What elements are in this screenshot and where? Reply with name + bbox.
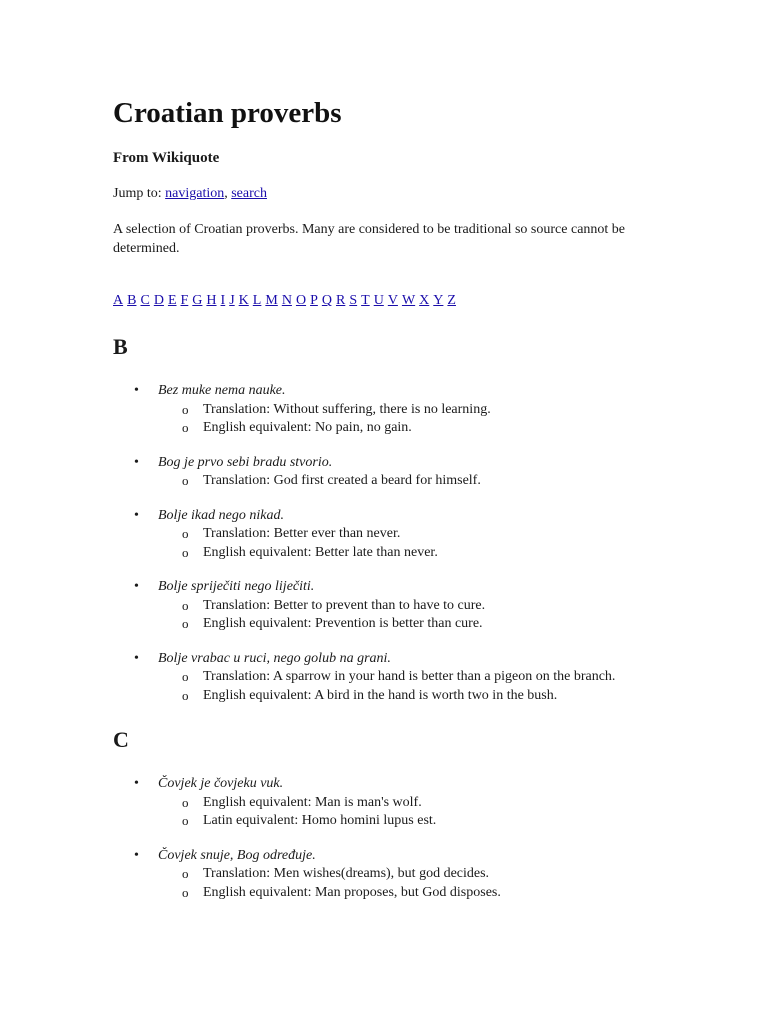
proverb-details [158,794,673,831]
detail-text: Translation: Without suffering, there is no learning. [203,401,491,417]
bullet-icon: • [134,776,139,791]
circle-bullet-icon: o [182,616,189,631]
proverb-detail [158,668,673,687]
alphabet-link-e[interactable]: E [167,293,177,308]
detail-text: Translation: Better to prevent than to have to cure. [203,597,486,613]
alphabet-link-r[interactable]: R [335,293,346,308]
proverb-detail [158,544,673,563]
section-heading-c: C [113,727,129,752]
alphabet-link-n[interactable]: N [281,293,292,308]
detail-text: Translation: A sparrow in your hand is better than a pigeon on the branch. [203,669,616,684]
bullet-icon: • [134,579,139,594]
alphabet-link-m[interactable]: M [265,293,278,308]
proverb-item [113,775,673,831]
proverb-detail [158,812,673,831]
proverb-detail [158,401,673,420]
proverb-details [158,668,673,705]
proverb-item [113,578,673,634]
proverb-text: Bolje vrabac u ruci, nego golub na grani. [158,650,391,666]
proverb-detail [158,597,673,616]
circle-bullet-icon: o [182,420,189,435]
alphabet-link-y[interactable]: Y [433,293,444,308]
alphabet-link-s[interactable]: S [349,293,358,308]
bullet-icon: • [134,650,139,666]
search-link[interactable]: search [231,186,267,201]
alphabet-link-c[interactable]: C [140,293,150,308]
proverb-detail [158,865,673,884]
circle-bullet-icon: o [182,794,189,810]
alphabet-link-f[interactable]: F [180,293,189,308]
jump-to-label: Jump to: [113,186,166,201]
article [113,96,673,902]
alphabet-link-d[interactable]: D [153,293,164,308]
detail-text: Translation: Better ever than never. [203,526,401,541]
circle-bullet-icon: o [182,401,189,417]
circle-bullet-icon: o [182,526,189,541]
proverb-item [113,650,673,706]
bullet-icon: • [134,847,139,863]
intro-paragraph: A selection of Croatian proverbs. Many are considered to be traditional so source cannot be determined. [113,222,626,256]
proverb-text: Bolje spriječiti nego liječiti. [158,579,315,594]
alphabet-link-w[interactable]: W [401,293,416,308]
proverb-details [158,865,673,902]
alphabet-link-q[interactable]: Q [321,293,332,308]
proverb-detail [158,419,673,438]
alphabet-link-x[interactable]: X [419,293,430,308]
detail-text: English equivalent: Prevention is better than cure. [203,616,483,631]
alphabet-link-o[interactable]: O [295,293,307,308]
detail-text: Translation: God first created a beard for himself. [203,473,481,488]
detail-text: Latin equivalent: Homo homini lupus est. [203,813,437,828]
circle-bullet-icon: o [182,866,189,881]
alphabet-link-l[interactable]: L [252,293,262,308]
alphabet-link-i[interactable]: I [220,293,226,308]
alphabet-link-t[interactable]: T [361,293,370,308]
circle-bullet-icon: o [182,544,189,560]
proverb-item [113,454,673,491]
detail-text: English equivalent: A bird in the hand is worth two in the bush. [203,687,558,703]
circle-bullet-icon: o [182,473,189,488]
proverb-item [113,507,673,563]
detail-text: Translation: Men wishes(dreams), but god decides. [203,866,490,881]
alphabet-link-k[interactable]: K [238,293,249,308]
proverb-detail [158,687,673,706]
page-title: Croatian proverbs [113,97,342,129]
alphabet-link-u[interactable]: U [373,293,384,308]
circle-bullet-icon: o [182,884,189,900]
section-heading-b: B [113,334,128,359]
proverb-details [158,525,673,562]
alphabet-link-z[interactable]: Z [447,293,456,308]
proverb-detail [158,525,673,544]
detail-text: English equivalent: No pain, no gain. [203,420,412,435]
proverb-sections [113,334,673,902]
proverb-item [113,847,673,903]
page-subtitle: From Wikiquote [113,150,220,166]
alphabet-link-h[interactable]: H [206,293,217,308]
proverb-text: Čovjek je čovjeku vuk. [158,776,284,791]
proverb-detail [158,884,673,903]
alphabet-link-g[interactable]: G [192,293,203,308]
proverb-text: Čovjek snuje, Bog određuje. [158,847,316,863]
alphabet-index [113,292,673,310]
alphabet-link-j[interactable]: J [229,293,235,308]
bullet-icon: • [134,454,139,470]
proverb-list [113,775,673,902]
proverb-text: Bez muke nema nauke. [158,383,286,398]
proverb-item [113,382,673,438]
circle-bullet-icon: o [182,687,189,703]
alphabet-link-a[interactable]: A [113,293,124,308]
proverb-details [158,472,673,491]
proverb-details [158,597,673,634]
detail-text: English equivalent: Better late than never. [203,544,438,560]
proverb-detail [158,472,673,491]
circle-bullet-icon: o [182,813,189,828]
bullet-icon: • [134,507,139,523]
navigation-link[interactable]: navigation [165,186,225,201]
alphabet-link-b[interactable]: B [127,293,137,308]
jump-to-bar [113,185,673,203]
detail-text: English equivalent: Man is man's wolf. [203,794,422,810]
proverb-text: Bolje ikad nego nikad. [158,507,284,523]
proverb-details [158,401,673,438]
proverb-text: Bog je prvo sebi bradu stvorio. [158,454,333,470]
detail-text: English equivalent: Man proposes, but God disposes. [203,884,501,900]
proverb-detail [158,615,673,634]
proverb-detail [158,794,673,813]
alphabet-link-p[interactable]: P [310,293,318,308]
bullet-icon: • [134,383,139,398]
proverb-list [113,382,673,705]
circle-bullet-icon: o [182,669,189,684]
circle-bullet-icon: o [182,597,189,613]
jump-separator: , [224,186,232,201]
alphabet-link-v[interactable]: V [387,293,398,308]
